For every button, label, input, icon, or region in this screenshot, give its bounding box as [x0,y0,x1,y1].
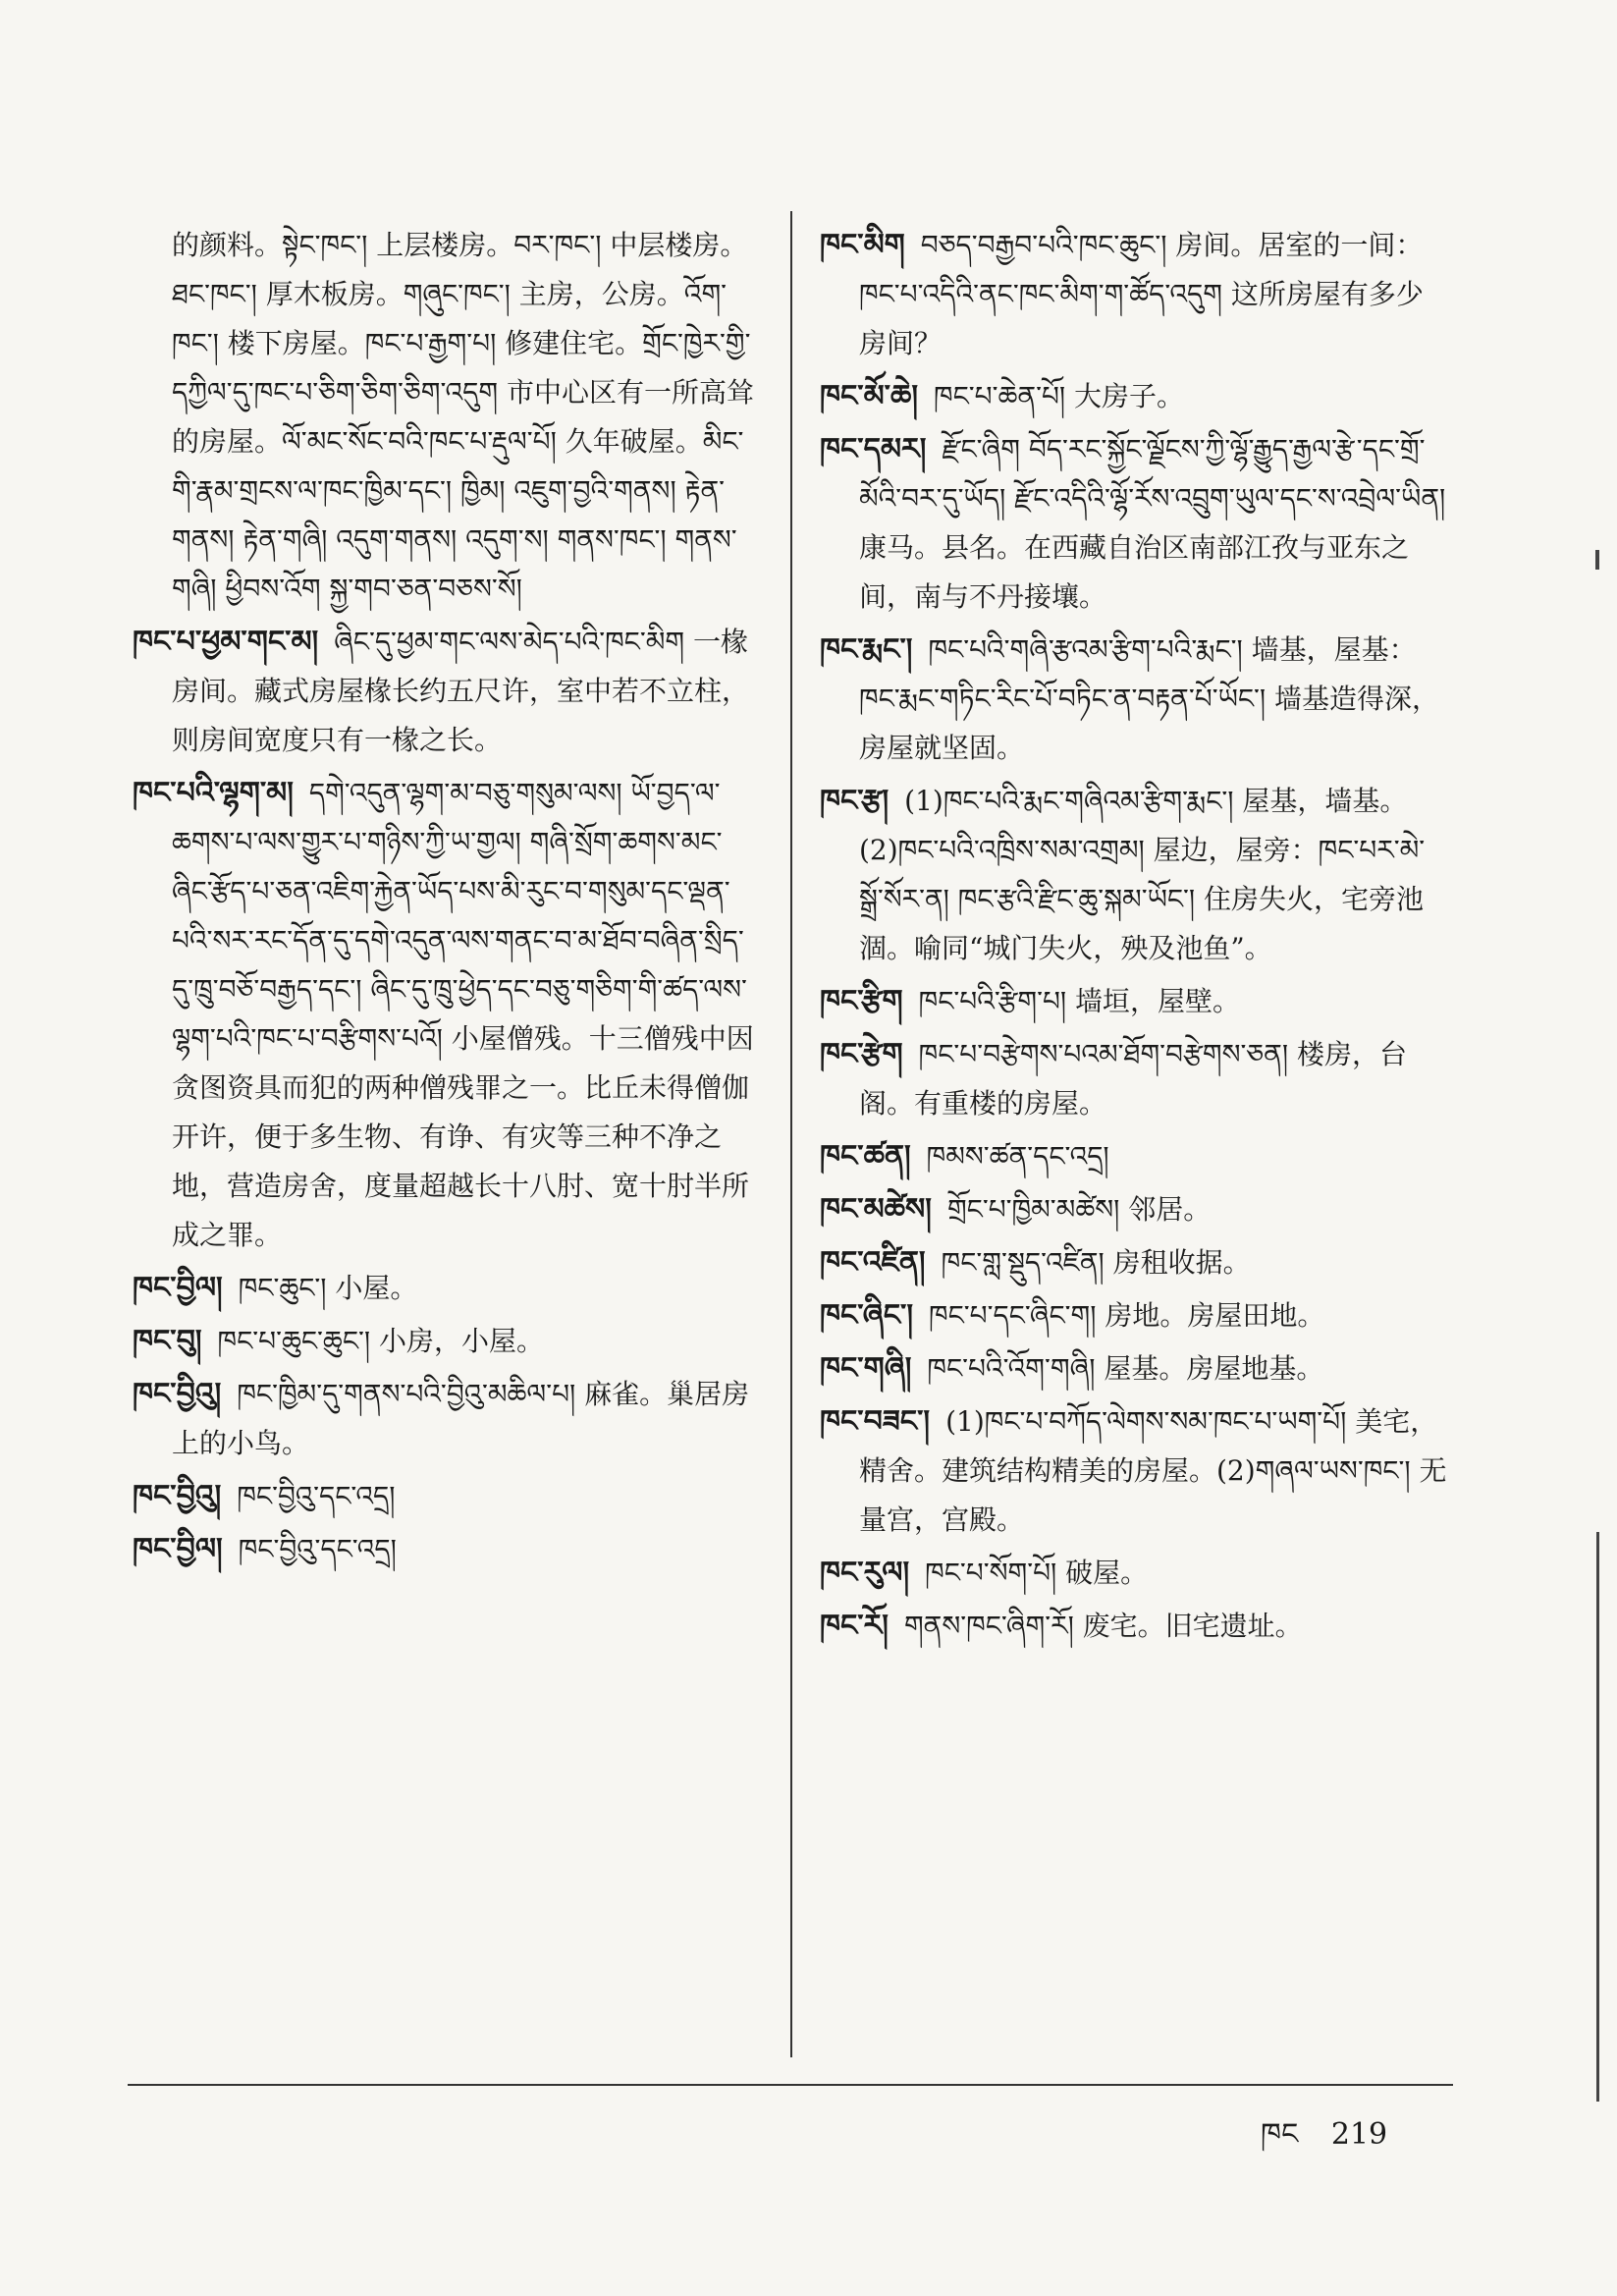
page-footer [1237,2102,1387,2184]
dictionary-entry [133,1317,761,1366]
definition-text: ཁང་ཆུང་། 小屋。 [238,1272,418,1304]
headword: ཁང་པ་ཕྱམ་གང་མ། [133,625,319,659]
dictionary-entry [820,1238,1448,1287]
headword: ཁང་མིག [820,228,905,262]
definition-text: ཁང་ཁྱིམ་དུ་གནས་པའི་བྱིའུ་མཆིལ་པ། 麻雀。巢居房上的小鸟。 [172,1378,750,1459]
dictionary-entry [820,1030,1448,1128]
dictionary-entry [820,1344,1448,1394]
definition-text: དགེ་འདུན་ལྷག་མ་བཅུ་གསུམ་ལས། ཡོ་བྱད་ལ་ཆགས་པ་ལས་གྱུར་པ་གཉིས་ཀྱི་ཡ་གྱལ། གཞི་སྲོག་ཆགས་མང་ཞིང་རྩོད་པ་ཅན་འཇིག་རྐྱེན་ཡོད་པས་མི་རུང་བ་གསུམ་དང་ལྡན་པའི་སར་རང་དོན་དུ་དགེ་འདུན་ལས་གནང་བ་མ་ཐོབ་བཞིན་སྲིད་དུ་ཁྲུ་བཅོ་བརྒྱད་དང་། ཞིང་དུ་ཁྲུ་ཕྱེད་དང་བཅུ་གཅིག་གི་ཚད་ལས་ལྷག་པའི་ཁང་པ་བརྩིགས་པའོ། 小屋僧残。十三僧残中因贪图资具而犯的两种僧残罪之一。比丘未得僧伽开许，便于多生物、有诤、有灾等三种不净之地，营造房舍，度量超越长十八肘、宽十肘半所成之罪。 [172,777,754,1251]
dictionary-entry [820,372,1448,421]
dictionary-entry [133,769,761,1260]
dictionary-entry [820,1291,1448,1340]
definition-text: བཅད་བརྒྱབ་པའི་ཁང་ཆུང་། 房间。居室的一间：ཁང་པ་འདིའི་ནང་ཁང་མིག་ག་ཚོད་འདུག 这所房屋有多少房间？ [859,229,1424,359]
dictionary-entry [133,1264,761,1313]
headword: ཁང་འཛིན། [820,1245,926,1280]
headword: ཁང་རྩེག [820,1037,903,1071]
dictionary-entry [133,1370,761,1468]
headword: ཁང་མཚེས། [820,1192,932,1227]
headword: ཁང་མོ་ཆེ། [820,379,918,413]
headword: ཁང་རྩ། [820,784,889,818]
definition-text: གནས་ཁང་ཞིག་རོ། 废宅。旧宅遗址。 [903,1610,1303,1642]
dictionary-entry [820,425,1448,622]
edge-mark [1595,550,1599,570]
definition-text: ཁང་གླ་སྡུད་འཛིན། 房租收据。 [941,1246,1251,1279]
definition-text: ཁང་པའི་འོག་གཞི། 屋基。房屋地基。 [927,1352,1324,1385]
headword: ཁང་བྱིལ། [133,1271,223,1305]
headword: ཁང་བྱིལ། [133,1532,223,1566]
dictionary-entry [133,221,761,614]
headword: ཁང་རོ། [820,1609,889,1643]
headword: ཁང་བྱིའུ། [133,1377,222,1411]
definition-text: ཁམས་ཚན་དང་འདྲ། [926,1140,1109,1173]
right-column [820,221,1448,1655]
definition-text: ཁང་པའི་གཞི་རྩའམ་རྩིག་པའི་རྨང་། 墙基，屋基：ཁང་རྨང་གཏིང་རིང་པོ་བཏིང་ན་བརྟན་པོ་ཡོང་། 墙基造得深，房屋就坚固。 [859,633,1440,764]
definition-text: ཁང་པ་སོག་པོ། 破屋。 [925,1557,1149,1589]
headword: ཁང་བཟང་། [820,1404,931,1439]
dictionary-entry [820,1132,1448,1181]
definition-text: ཁང་པ་ཆུང་ཆུང་། 小房，小屋。 [217,1325,545,1357]
dictionary-entry [820,1397,1448,1545]
definition-text: 的颜料。སྟེང་ཁང་། 上层楼房。བར་ཁང་། 中层楼房。ཐང་ཁང་། 厚木板房。གཞུང་ཁང་། 主房，公房。འོག་ཁང་། 楼下房屋。ཁང་པ་རྒྱག་པ། 修建住宅。གྲོང་ཁྱེར་གྱི་དཀྱིལ་དུ་ཁང་པ་ཅིག་ཅིག་ཅིག་འདུག 市中心区有一所高耸的房屋。ལོ་མང་སོང་བའི་ཁང་པ་རྡུལ་པོ། 久年破屋。མིང་གི་རྣམ་གྲངས་ལ་ཁང་ཁྱིམ་དང་། ཁྱིམ། འཇུག་བྱའི་གནས། རྟེན་གནས། རྟེན་གཞི། འདུག་གནས། འདུག་ས། གནས་ཁང་། གནས་གཞི། ཕྱིབས་འོག སྐྱ་གབ་ཅན་བཅས་སོ། [172,229,754,605]
edge-mark [1596,1532,1599,2102]
dictionary-entry [133,618,761,765]
definition-text: ཁང་བྱིའུ་དང་འདྲ། [237,1480,396,1512]
left-column [133,221,761,1578]
definition-text: ཁང་པ་ཆེན་པོ། 大房子。 [934,380,1185,412]
definition-text: (1)ཁང་པའི་རྨང་གཞིའམ་རྩིག་རྨང་། 屋基，墙基。(2)ཁང་པའི་འཁྲིས་སམ་འགྲམ། 屋边，屋旁：ཁང་པར་མེ་སྒྲོ་སོར་ན། ཁང་རྩའི་རྫིང་ཆུ་སྐམ་ཡོང་། 住房失火，宅旁池涸。喻同“城门失火，殃及池鱼”。 [859,785,1426,964]
headword: ཁང་དམར། [820,432,927,466]
dictionary-entry [820,777,1448,973]
definition-text: ཁང་བྱིའུ་དང་འདྲ། [238,1533,397,1565]
headword: ཁང་བྱིའུ། [133,1479,222,1513]
headword: ཁང་ཚན། [820,1139,911,1174]
dictionary-entry [820,1549,1448,1598]
dictionary-entry [820,977,1448,1026]
dictionary-entry [820,1185,1448,1234]
definition-text: (1)ཁང་པ་བཀོད་ལེགས་སམ་ཁང་པ་ཡག་པོ། 美宅，精舍。建筑结构精美的房屋。(2)གཞལ་ཡས་ཁང་། 无量宫，宫殿。 [859,1405,1447,1536]
headword: ཁང་རྨང་། [820,632,913,667]
headword: ཁང་རུལ། [820,1556,910,1590]
headword: ཁང་ཞིང་། [820,1298,913,1333]
column-divider [790,211,792,2057]
dictionary-entry [820,221,1448,368]
definition-text: ཞིང་དུ་ཕྱམ་གང་ལས་མེད་པའི་ཁང་མིག 一椽房间。藏式房屋椽长约五尺许，室中若不立柱，则房间宽度只有一椽之长。 [172,626,750,756]
page-number: 219 [1330,2117,1388,2152]
definition-text: ཁང་པ་དང་ཞིང་ག། 房地。房屋田地。 [928,1299,1325,1332]
headword: ཁང་པའི་ལྷག་མ། [133,776,294,810]
dictionary-entry [820,1602,1448,1651]
definition-text: རྫོང་ཞིག བོད་རང་སྐྱོང་ལྗོངས་ཀྱི་ལྷོ་རྒྱུད་རྒྱལ་རྩེ་དང་གྲོ་མོའི་བར་དུ་ཡོད། རྫོང་འདིའི་ལྷོ་རོས་འབྲུག་ཡུལ་དང་ས་འབྲེལ་ཡིན། 康马。县名。在西藏自治区南部江孜与亚东之间，南与不丹接壤。 [859,433,1446,613]
dictionary-entry [820,626,1448,773]
dictionary-entry [133,1472,761,1521]
headword: ཁང་བུ། [133,1324,202,1358]
headword: ཁང་རྩིག [820,984,903,1018]
definition-text: ཁང་པ་བརྩེགས་པའམ་ཐོག་བརྩེགས་ཅན། 楼房，台阁。有重楼的房屋。 [859,1038,1407,1120]
running-header-word: ཁང [1261,2117,1299,2152]
headword: ཁང་གཞི། [820,1351,912,1386]
footer-rule [128,2084,1453,2086]
dictionary-entry [133,1525,761,1574]
definition-text: ཁང་པའི་རྩིག་པ། 墙垣，屋壁。 [918,985,1241,1017]
definition-text: གྲོང་པ་ཁྱིམ་མཚེས། 邻居。 [946,1193,1212,1226]
